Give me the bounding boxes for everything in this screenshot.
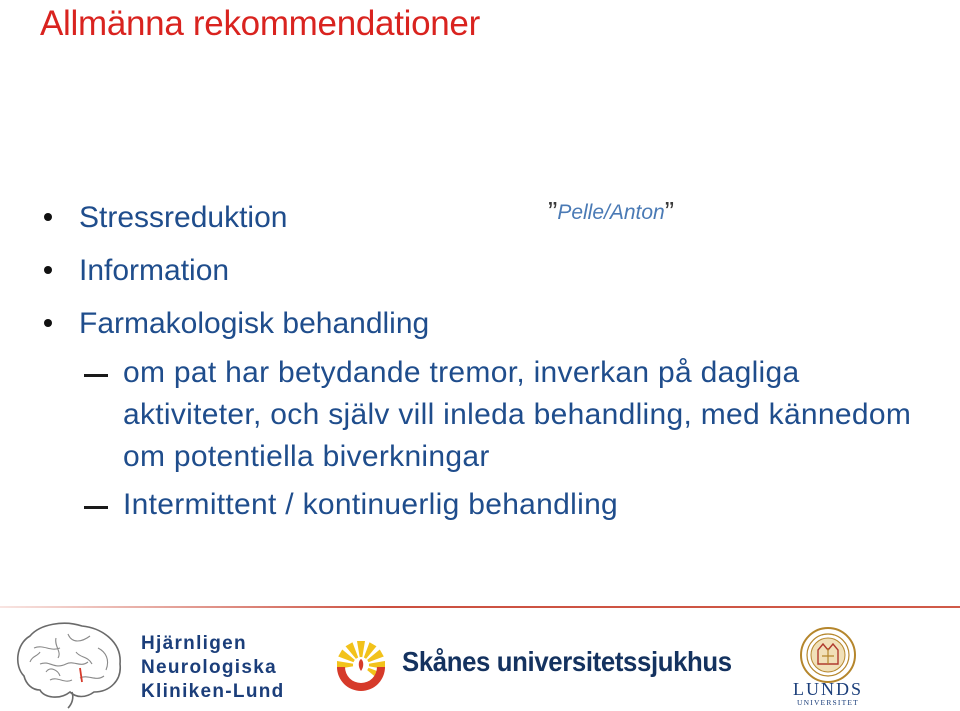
sub-bullet-item: om pat har betydande tremor, inverkan på dagliga aktiviteter, och själv vill inleda behandling, med kännedom om potentiella biverkningar [40, 352, 940, 478]
bullet-item: Stressreduktion [40, 191, 940, 244]
presenter-names: Pelle/Anton [557, 201, 665, 224]
sub-bullet-item: Intermittent / kontinuerlig behandling [40, 484, 940, 526]
bullet-item: Information [40, 244, 940, 297]
close-quote: ” [664, 196, 675, 227]
hospital-name: Skånes universitetssjukhus [402, 646, 732, 677]
bullet-item: Farmakologisk behandling [40, 297, 940, 350]
footer [0, 612, 960, 711]
brain-icon [10, 618, 128, 710]
university-seal-icon [796, 626, 860, 684]
open-quote: ” [548, 196, 558, 227]
university-wordmark [786, 680, 870, 708]
bullet-list [40, 191, 940, 526]
clinic-line: Hjärnligen [141, 633, 247, 654]
university-name: LUNDS [792, 679, 863, 699]
university-subtitle: UNIVERSITET [797, 698, 859, 707]
hospital-logo-icon [334, 638, 388, 692]
clinic-name [141, 632, 285, 704]
slide-title: Allmänna rekommendationer [40, 4, 480, 43]
footer-divider [0, 606, 960, 608]
clinic-line: Kliniken-Lund [141, 681, 285, 702]
clinic-line: Neurologiska [141, 657, 277, 678]
